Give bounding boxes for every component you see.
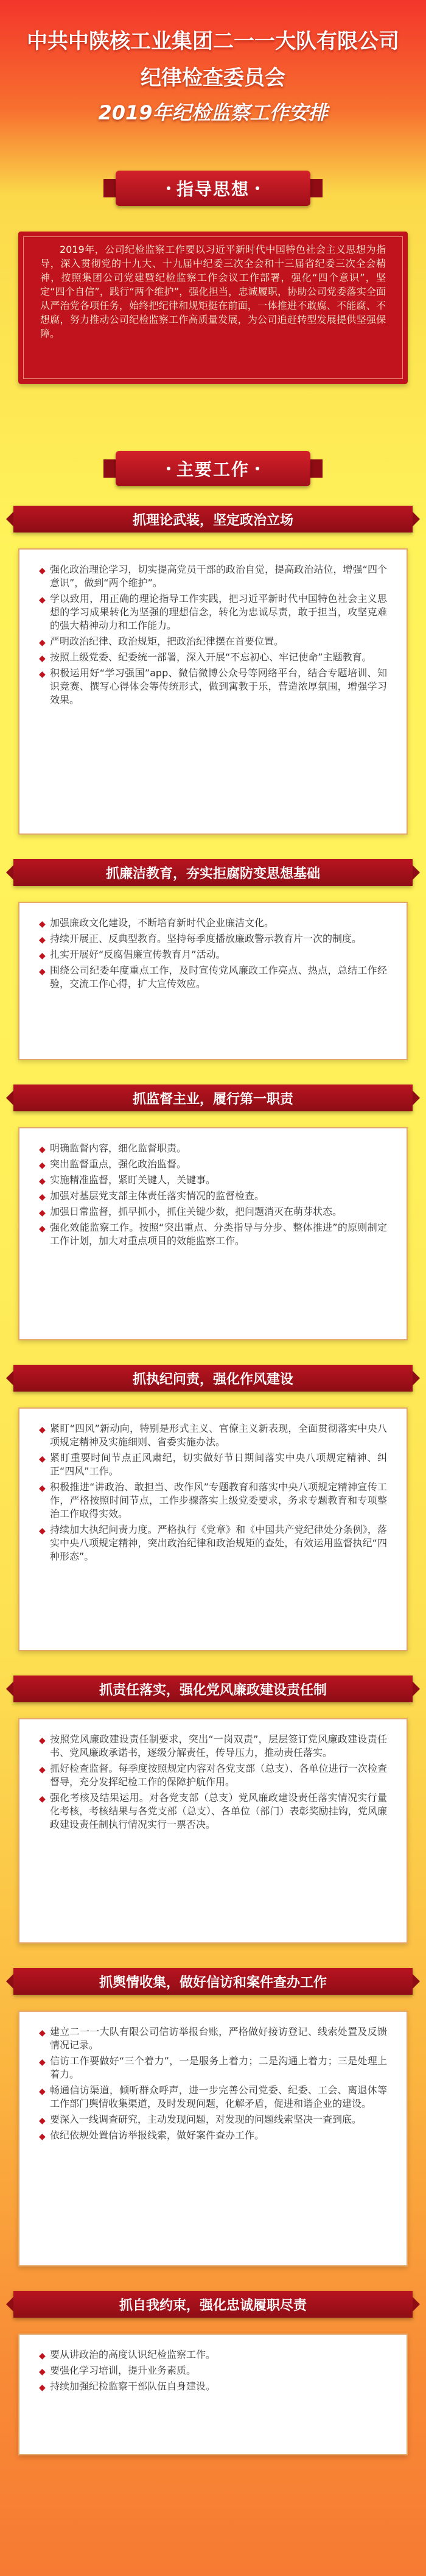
section-title-theory: 抓理论武装，坚定政治立场 [13, 506, 413, 533]
page-header [0, 0, 426, 140]
section-card-self-discipline [18, 2334, 408, 2455]
list-item: ◆ 紧盯重要时间节点正风肃纪，切实做好节日期间落实中央八项规定精神、纠正“四风”工作。 [39, 1452, 387, 1477]
main-work-title: 主要工作 [176, 459, 250, 479]
diamond-bullet-icon: ◆ [39, 638, 46, 648]
section-title-petition: 抓舆情收集，做好信访和案件查办工作 [13, 1968, 413, 1995]
diamond-bullet-icon: ◆ [39, 2116, 46, 2126]
list-item: ◆ 抓好检查监督。每季度按照规定内容对各党支部（总支）、各单位进行一次检查督导，充分发挥纪检工作的保障护航作用。 [39, 1763, 387, 1788]
section-list [39, 563, 387, 707]
list-item: ◆ 持续加大执纪问责力度。严格执行《党章》和《中国共产党纪律处分条例》，落实中央八项规定精神，突出政治纪律和政治规矩的查处，有效运用监督执纪“四种形态”。 [39, 1524, 387, 1562]
diamond-bullet-icon: ◆ [39, 951, 46, 961]
list-item: ◆ 畅通信访渠道，倾听群众呼声，进一步完善公司党委、纪委、工会、离退休等工作部门舆情收集渠道，及时发现问题，化解矛盾，促进和谐企业的建设。 [39, 2084, 387, 2109]
diamond-bullet-icon: ◆ [39, 1224, 46, 1234]
list-item: ◆ 积极推进“讲政治、敢担当、改作风”专题教育和落实中央八项规定精神宣传工作，严格按照时间节点，工作步骤落实上级党委要求，务求专题教育和专项整治工作取得实效。 [39, 1481, 387, 1520]
diamond-bullet-icon: ◆ [39, 919, 46, 929]
section-list [39, 2025, 387, 2142]
diamond-bullet-icon: ◆ [39, 670, 46, 679]
diamond-bullet-icon: ◆ [39, 654, 46, 663]
header-company: 中共中陕核工业集团二一一大队有限公司 [27, 29, 399, 54]
diamond-bullet-icon: ◆ [39, 1794, 46, 1804]
diamond-bullet-icon: ◆ [39, 1161, 46, 1170]
list-item: ◆ 强化政治理论学习，切实提高党员干部的政治自觉，提高政治站位，增强“四个意识”，做到“两个维护”。 [39, 564, 387, 589]
guiding-title-plate [116, 171, 310, 206]
diamond-bullet-icon: ◆ [39, 1208, 46, 1218]
list-item: ◆ 持续开展正、反典型教育。坚持每季度播放廉政警示教育片一次的制度。 [39, 932, 387, 946]
section-list [39, 2348, 387, 2393]
diamond-bullet-icon: ◆ [39, 1145, 46, 1155]
diamond-bullet-icon: ◆ [39, 2351, 46, 2361]
header-title: 2019年纪检监察工作安排 [98, 101, 328, 124]
diamond-bullet-icon: ◆ [39, 1177, 46, 1186]
list-item: ◆ 持续加强纪检监察干部队伍自身建设。 [39, 2380, 387, 2393]
section-title-responsibility: 抓责任落实，强化党风廉政建设责任制 [13, 1675, 413, 1702]
list-item: ◆ 加强对基层党支部主体责任落实情况的监督检查。 [39, 1189, 387, 1203]
list-item: ◆ 要从讲政治的高度认识纪检监察工作。 [39, 2348, 387, 2362]
dot-icon [256, 467, 259, 470]
list-item: ◆ 扎实开展好“反腐倡廉宣传教育月”活动。 [39, 948, 387, 961]
list-item: ◆ 按照上级党委、纪委统一部署，深入开展“不忘初心、牢记使命”主题教育。 [39, 651, 387, 664]
diamond-bullet-icon: ◆ [39, 1736, 46, 1746]
list-item: ◆ 积极运用好“学习强国”app、微信微博公众号等网络平台，结合专题培训、知识竞赛、撰写心得体会等传统形式，做到寓教于乐，营造浓厚氛围，增强学习效果。 [39, 667, 387, 706]
dot-icon [167, 186, 170, 190]
list-item: ◆ 围绕公司纪委年度重点工作，及时宣传党风廉政工作亮点、热点，总结工作经验，交流工作心得，扩大宣传效应。 [39, 964, 387, 989]
list-item: ◆ 加强日常监督，抓早抓小，抓住关键少数，把问题消灭在萌芽状态。 [39, 1205, 387, 1219]
section-card-responsibility [18, 1718, 408, 1944]
section-list [39, 1142, 387, 1248]
section-list [39, 1733, 387, 1831]
section-title-integrity: 抓廉洁教育，夯实拒腐防变思想基础 [13, 859, 413, 886]
diamond-bullet-icon: ◆ [39, 935, 46, 945]
list-item: ◆ 学以致用，用正确的理论指导工作实践，把习近平新时代中国特色社会主义思想的学习成果转化为坚强的理想信念，转化为忠诚尽责，敢于担当，攻坚克难的强大精神动力和工作能力。 [39, 593, 387, 631]
list-item: ◆ 要强化学习培训，提升业务素质。 [39, 2364, 387, 2377]
list-item: ◆ 要深入一线调查研究，主动发现问题，对发现的问题线索坚决一查到底。 [39, 2113, 387, 2126]
diamond-bullet-icon: ◆ [39, 2087, 46, 2097]
diamond-bullet-icon: ◆ [39, 1454, 46, 1464]
diamond-bullet-icon: ◆ [39, 566, 46, 576]
list-item: ◆ 明确监督内容，细化监督职责。 [39, 1142, 387, 1155]
list-item: ◆ 建立二一一大队有限公司信访举报台账，严格做好接访登记、线索处置及反馈情况记录。 [39, 2026, 387, 2051]
list-item: ◆ 紧盯“四风”新动向，特别是形式主义、官僚主义新表现，全面贯彻落实中央八项规定精神及实施细则、省委实施办法。 [39, 1423, 387, 1448]
diamond-bullet-icon: ◆ [39, 1765, 46, 1775]
section-card-discipline [18, 1407, 408, 1651]
guiding-text-box [18, 232, 408, 384]
list-item: ◆ 突出监督重点，强化政治监督。 [39, 1158, 387, 1171]
section-list [39, 1422, 387, 1563]
list-item: ◆ 强化考核及结果运用。对各党支部（总支）党风廉政建设责任落实情况实行量化考核，考核结果与各党支部（总支）、各单位（部门）表彰奖励挂钩，党风廉政建设责任制执行情况实行一票否决。 [39, 1792, 387, 1830]
diamond-bullet-icon: ◆ [39, 2028, 46, 2038]
diamond-bullet-icon: ◆ [39, 1192, 46, 1202]
list-item: ◆ 信访工作要做好“三个着力”，一是服务上着力；二是沟通上着力；三是处理上着力。 [39, 2055, 387, 2080]
guiding-banner [103, 171, 323, 206]
guiding-text: 2019年，公司纪检监察工作要以习近平新时代中国特色社会主义思想为指导，深入贯彻党的十九大、十九届中纪委三次全会和十三届省纪委三次全会精神，按照集团公司党建暨纪检监察工作会议工作部署，强化“四个意识”，坚定“四个自信”，践行“两个维护”，强化担当，忠诚履职，协助公司党委落实全面从严治党各项任务，始终把纪律和规矩挺在前面，一体推进不敢腐、不能腐、不想腐，努力推动公司纪检监察工作高质量发展，为公司追赶转型发展提供坚强保障。 [40, 244, 386, 339]
dot-icon [256, 186, 259, 190]
diamond-bullet-icon: ◆ [39, 1484, 46, 1493]
section-title-supervision: 抓监督主业，履行第一职责 [13, 1085, 413, 1111]
diamond-bullet-icon: ◆ [39, 1526, 46, 1536]
section-list [39, 916, 387, 991]
section-title-self-discipline: 抓自我约束，强化忠诚履职尽责 [13, 2291, 413, 2318]
diamond-bullet-icon: ◆ [39, 967, 46, 977]
diamond-bullet-icon: ◆ [39, 595, 46, 605]
list-item: ◆ 加强廉政文化建设，不断培育新时代企业廉洁文化。 [39, 916, 387, 930]
section-title-discipline: 抓执纪问责，强化作风建设 [13, 1365, 413, 1392]
main-work-title-plate [116, 451, 310, 486]
header-committee: 纪律检查委员会 [141, 66, 285, 90]
dot-icon [167, 467, 170, 470]
section-card-theory [18, 548, 408, 835]
diamond-bullet-icon: ◆ [39, 2367, 46, 2377]
diamond-bullet-icon: ◆ [39, 1425, 46, 1435]
diamond-bullet-icon: ◆ [39, 2058, 46, 2067]
section-card-integrity [18, 902, 408, 1060]
list-item: ◆ 严明政治纪律、政治规矩，把政治纪律摆在首要位置。 [39, 635, 387, 648]
list-item: ◆ 依纪依规处置信访举报线索，做好案件查办工作。 [39, 2129, 387, 2142]
diamond-bullet-icon: ◆ [39, 2383, 46, 2393]
diamond-bullet-icon: ◆ [39, 2132, 46, 2142]
list-item: ◆ 按照党风廉政建设责任制要求，突出“一岗双责”，层层签订党风廉政建设责任书、党风廉政承诺书，逐级分解责任，传导压力，推动责任落实。 [39, 1733, 387, 1758]
guiding-title: 指导思想 [176, 179, 250, 199]
section-card-petition [18, 2011, 408, 2266]
list-item: ◆ 实施精准监督，紧盯关键人，关键事。 [39, 1173, 387, 1187]
main-work-banner [103, 451, 323, 486]
list-item: ◆ 强化效能监察工作。按照“突出重点、分类指导与分步、整体推进”的原则制定工作计划，加大对重点项目的效能监察工作。 [39, 1222, 387, 1247]
section-card-supervision [18, 1127, 408, 1340]
